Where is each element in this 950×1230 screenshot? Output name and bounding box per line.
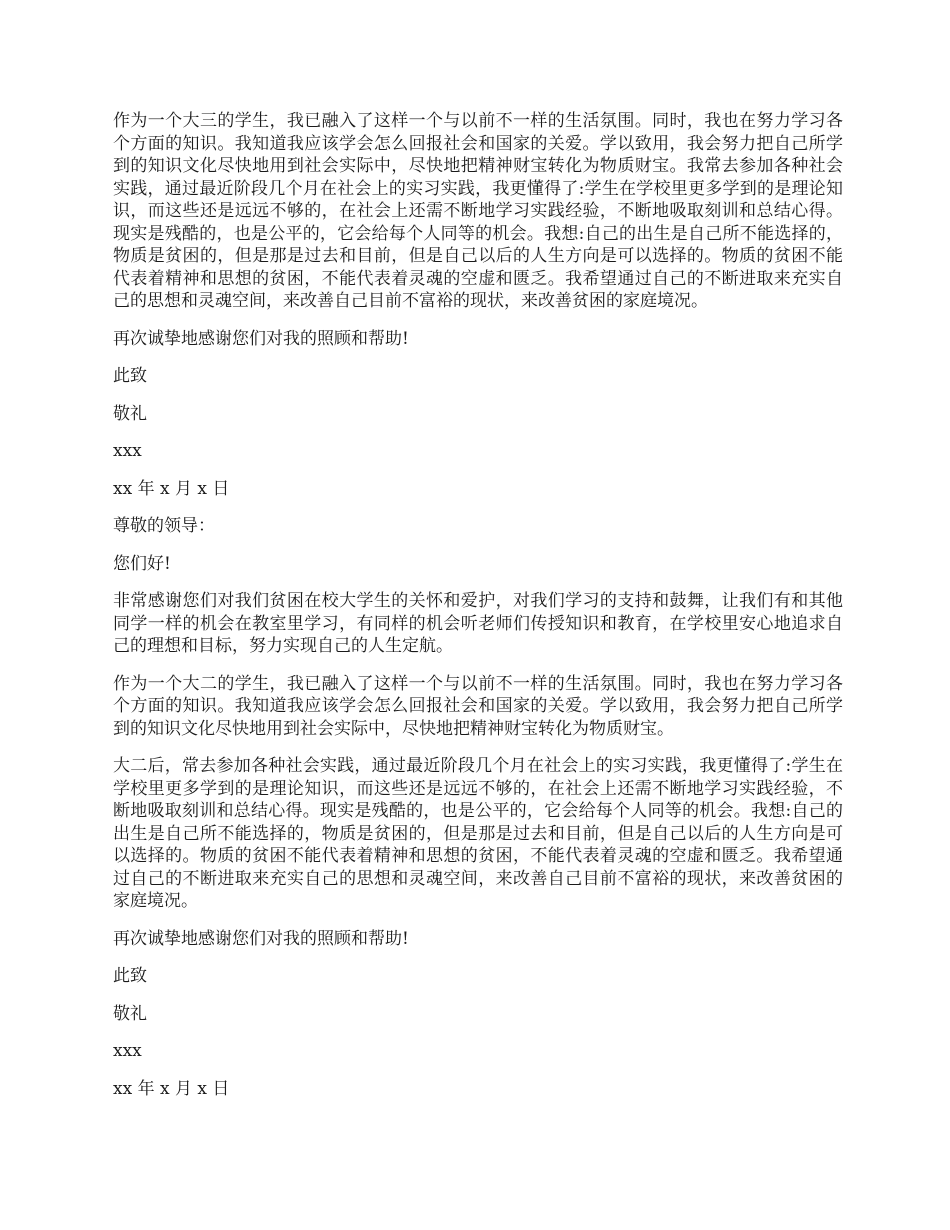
signature-2: xxx: [113, 1041, 142, 1061]
salutation: 尊敬的领导：: [113, 516, 215, 536]
closing-cizhi-1: 此致: [113, 366, 147, 386]
body-paragraph-2: 非常感谢您们对我们贫困在校大学生的关怀和爱护，对我们学习的支持和鼓舞，让我们有和其他同学一样的机会在教室里学习，有同样的机会听老师们传授知识和教育，在学校里安心地追求自己的理想和目标，努力实现自己的人生定航。: [113, 591, 843, 656]
closing-cizhi-2: 此致: [113, 966, 147, 986]
signature-1: xxx: [113, 441, 142, 461]
date-line-1: xx 年 x 月 x 日: [113, 478, 230, 499]
body-paragraph-4: 大二后，常去参加各种社会实践，通过最近阶段几个月在社会上的实习实践，我更懂得了:学生在学校里更多学到的是理论知识，而这些还是远远不够的，在社会上还需不断地学习实践经验，不断地吸取刻训和总结心得。现实是残酷的，也是公平的，它会给每个人同等的机会。我想:自己的出生是自己所不能选择的，物质是贫困的，但是那是过去和目前，但是自己以后的人生方向是可以选择的。物质的贫困不能代表着精神和思想的贫困，不能代表着灵魂的空虚和匮乏。我希望通过自己的不断进取来充实自己的思想和灵魂空间，来改善自己目前不富裕的现状，来改善贫困的家庭境况。: [113, 756, 843, 911]
document-page: [113, 110, 843, 1115]
thanks-line-2: 再次诚挚地感谢您们对我的照顾和帮助!: [113, 928, 409, 949]
body-paragraph-3: 作为一个大二的学生，我已融入了这样一个与以前不一样的生活氛围。同时，我也在努力学习各个方面的知识。我知道我应该学会怎么回报社会和国家的关爱。学以致用，我会努力把自己所学到的知识文化尽快地用到社会实际中，尽快地把精神财宝转化为物质财宝。: [113, 673, 843, 739]
thanks-line-1: 再次诚挚地感谢您们对我的照顾和帮助!: [113, 328, 409, 349]
closing-jingli-1: 敬礼: [113, 403, 147, 424]
body-paragraph-1: 作为一个大三的学生，我已融入了这样一个与以前不一样的生活氛围。同时，我也在努力学习各个方面的知识。我知道我应该学会怎么回报社会和国家的关爱。学以致用，我会努力把自己所学到的知识文化尽快地用到社会实际中，尽快地把精神财宝转化为物质财宝。我常去参加各种社会实践，通过最近阶段几个月在社会上的实习实践，我更懂得了:学生在学校里更多学到的是理论知识，而这些还是远远不够的，在社会上还需不断地学习实践经验，不断地吸取刻训和总结心得。现实是残酷的，也是公平的，它会给每个人同等的机会。我想:自己的出生是自己所不能选择的，物质是贫困的，但是那是过去和目前，但是自己以后的人生方向是可以选择的。物质的贫困不能代表着精神和思想的贫困，不能代表着灵魂的空虚和匮乏。我希望通过自己的不断进取来充实自己的思想和灵魂空间，来改善自己目前不富裕的现状，来改善贫困的家庭境况。: [113, 111, 843, 311]
closing-jingli-2: 敬礼: [113, 1003, 147, 1024]
date-line-2: xx 年 x 月 x 日: [113, 1078, 230, 1099]
greeting: 您们好!: [113, 553, 171, 574]
